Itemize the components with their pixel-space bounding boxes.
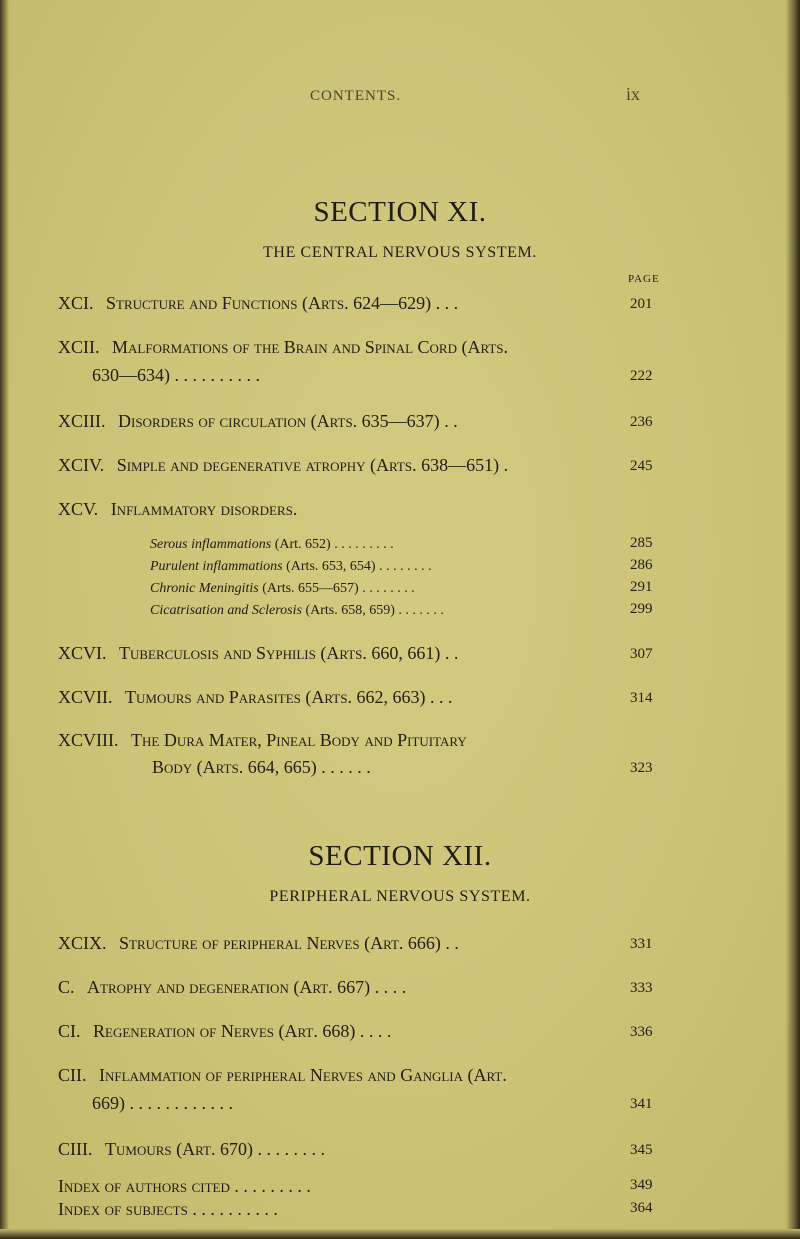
subentry-leaders: . . . . . . . <box>394 603 444 618</box>
subentry-page-meningitis: 291 <box>630 579 653 595</box>
subentry-page-cicatrisation: 299 <box>630 601 653 617</box>
toc-entry-xcix <box>58 930 638 957</box>
entry-number: XCVII. <box>58 687 113 707</box>
subentry-leaders: . . . . . . . . <box>375 559 432 574</box>
toc-subentry-meningitis <box>150 581 415 597</box>
entry-leaders: . . . . . . . . . . <box>170 365 260 385</box>
entry-page-xcii: 222 <box>630 368 653 384</box>
entry-page-xcvii: 314 <box>630 690 653 706</box>
subentry-plain: (Arts. 658, 659) <box>301 603 395 618</box>
toc-entry-cii-cont <box>92 1090 612 1117</box>
index-title: Index of subjects <box>58 1199 188 1219</box>
entry-leaders: . <box>499 455 509 475</box>
toc-subentry-cicatrisation <box>150 603 444 619</box>
entry-page-xcvi: 307 <box>630 646 653 662</box>
section-xii-title: SECTION XII. <box>308 840 492 872</box>
entry-number: XCIX. <box>58 933 107 953</box>
toc-entry-xciii <box>58 408 638 435</box>
page-column-header: PAGE <box>628 273 660 285</box>
entry-title: Structure and Functions (Arts. 624—629) <box>106 293 432 313</box>
entry-page-xci: 201 <box>630 296 653 312</box>
entry-title-cont: Body (Arts. 664, 665) <box>152 757 317 777</box>
entry-title-cont: 669) <box>92 1093 125 1113</box>
section-xi-title: SECTION XI. <box>313 196 487 228</box>
entry-leaders: . . <box>440 643 459 663</box>
entry-number: XCVIII. <box>58 730 119 750</box>
entry-page-xcix: 331 <box>630 936 653 952</box>
toc-entry-cii <box>58 1062 658 1089</box>
subentry-page-purulent: 286 <box>630 557 653 573</box>
subentry-leaders: . . . . . . . . . <box>330 537 394 552</box>
index-page-authors: 349 <box>630 1177 653 1193</box>
subentry-italic: Cicatrisation and Sclerosis <box>150 603 302 618</box>
entry-leaders: . . . <box>431 293 459 313</box>
toc-entry-xcviii-cont <box>152 754 622 781</box>
entry-number: XCIII. <box>58 411 106 431</box>
entry-number: XCI. <box>58 293 94 313</box>
index-leaders: . . . . . . . . . . <box>187 1199 278 1219</box>
subentry-italic: Serous inflammations <box>150 537 272 552</box>
entry-leaders: . . . . . . . . <box>252 1139 325 1159</box>
entry-leaders: . . <box>440 933 459 953</box>
entry-title: The Dura Mater, Pineal Body and Pituitary <box>131 730 467 750</box>
toc-entry-xcv <box>58 496 638 523</box>
running-head: CONTENTS. <box>310 88 402 104</box>
subentry-italic: Chronic Meningitis <box>150 581 259 596</box>
toc-index-subjects <box>58 1196 638 1223</box>
entry-page-c: 333 <box>630 980 653 996</box>
section-xi-subtitle: THE CENTRAL NERVOUS SYSTEM. <box>263 244 537 261</box>
entry-page-xciv: 245 <box>630 458 653 474</box>
entry-leaders: . . . . . . <box>316 757 371 777</box>
entry-title: Tumours (Art. 670) <box>105 1139 253 1159</box>
toc-entry-xcii-cont <box>92 362 612 389</box>
entry-title: Atrophy and degeneration (Art. 667) <box>87 977 371 997</box>
entry-title-cont: 630—634) <box>92 365 170 385</box>
entry-page-ciii: 345 <box>630 1142 653 1158</box>
entry-number: XCVI. <box>58 643 107 663</box>
subentry-italic: Purulent inflammations <box>150 559 283 574</box>
page-shadow-right <box>786 0 800 1239</box>
entry-leaders: . . . . <box>370 977 407 997</box>
page-number: ix <box>626 84 641 104</box>
toc-entry-ciii <box>58 1136 638 1163</box>
toc-subentry-serous <box>150 537 394 553</box>
entry-leaders: . . . . . . . . . . . . <box>125 1093 233 1113</box>
entry-title: Structure of peripheral Nerves (Art. 666) <box>119 933 441 953</box>
toc-entry-c <box>58 974 638 1001</box>
subentry-page-serous: 285 <box>630 535 653 551</box>
entry-number: XCIV. <box>58 455 105 475</box>
index-page-subjects: 364 <box>630 1200 653 1216</box>
index-leaders: . . . . . . . . . <box>229 1176 311 1196</box>
toc-entry-xcvi <box>58 640 638 667</box>
page-shadow-left <box>0 0 9 1239</box>
toc-entry-xci <box>58 290 638 317</box>
entry-number: XCV. <box>58 499 99 519</box>
entry-number: CI. <box>58 1021 81 1041</box>
entry-number: CIII. <box>58 1139 93 1159</box>
entry-title: Simple and degenerative atrophy (Arts. 638—651) <box>116 455 500 475</box>
entry-title: Disorders of circulation (Arts. 635—637) <box>118 411 440 431</box>
entry-page-ci: 336 <box>630 1024 653 1040</box>
entry-number: XCII. <box>58 337 100 357</box>
toc-entry-xcviii <box>58 727 658 754</box>
toc-entry-xciv <box>58 452 638 479</box>
subentry-leaders: . . . . . . . . <box>358 581 415 596</box>
entry-number: C. <box>58 977 75 997</box>
entry-leaders: . . . <box>425 687 453 707</box>
subentry-plain: (Art. 652) <box>271 537 331 552</box>
toc-entry-ci <box>58 1018 638 1045</box>
entry-number: CII. <box>58 1065 87 1085</box>
page-shadow-bottom <box>0 1229 800 1239</box>
toc-subentry-purulent <box>150 559 432 575</box>
entry-title: Inflammatory disorders. <box>110 499 298 519</box>
section-xii-subtitle: PERIPHERAL NERVOUS SYSTEM. <box>269 888 531 905</box>
entry-title: Tuberculosis and Syphilis (Arts. 660, 661) <box>119 643 441 663</box>
entry-title: Malformations of the Brain and Spinal Cord (Arts. <box>112 337 509 357</box>
subentry-plain: (Arts. 655—657) <box>258 581 359 596</box>
toc-entry-xcii <box>58 334 658 361</box>
entry-title: Inflammation of peripheral Nerves and Ganglia (Art. <box>99 1065 507 1085</box>
toc-entry-xcvii <box>58 684 638 711</box>
entry-page-xcviii: 323 <box>630 760 653 776</box>
subentry-plain: (Arts. 653, 654) <box>282 559 376 574</box>
index-title: Index of authors cited <box>58 1176 230 1196</box>
entry-page-cii: 341 <box>630 1096 653 1112</box>
entry-title: Tumours and Parasites (Arts. 662, 663) <box>125 687 426 707</box>
entry-page-xciii: 236 <box>630 414 653 430</box>
entry-title: Regeneration of Nerves (Art. 668) <box>93 1021 356 1041</box>
entry-leaders: . . <box>439 411 458 431</box>
entry-leaders: . . . . <box>355 1021 392 1041</box>
